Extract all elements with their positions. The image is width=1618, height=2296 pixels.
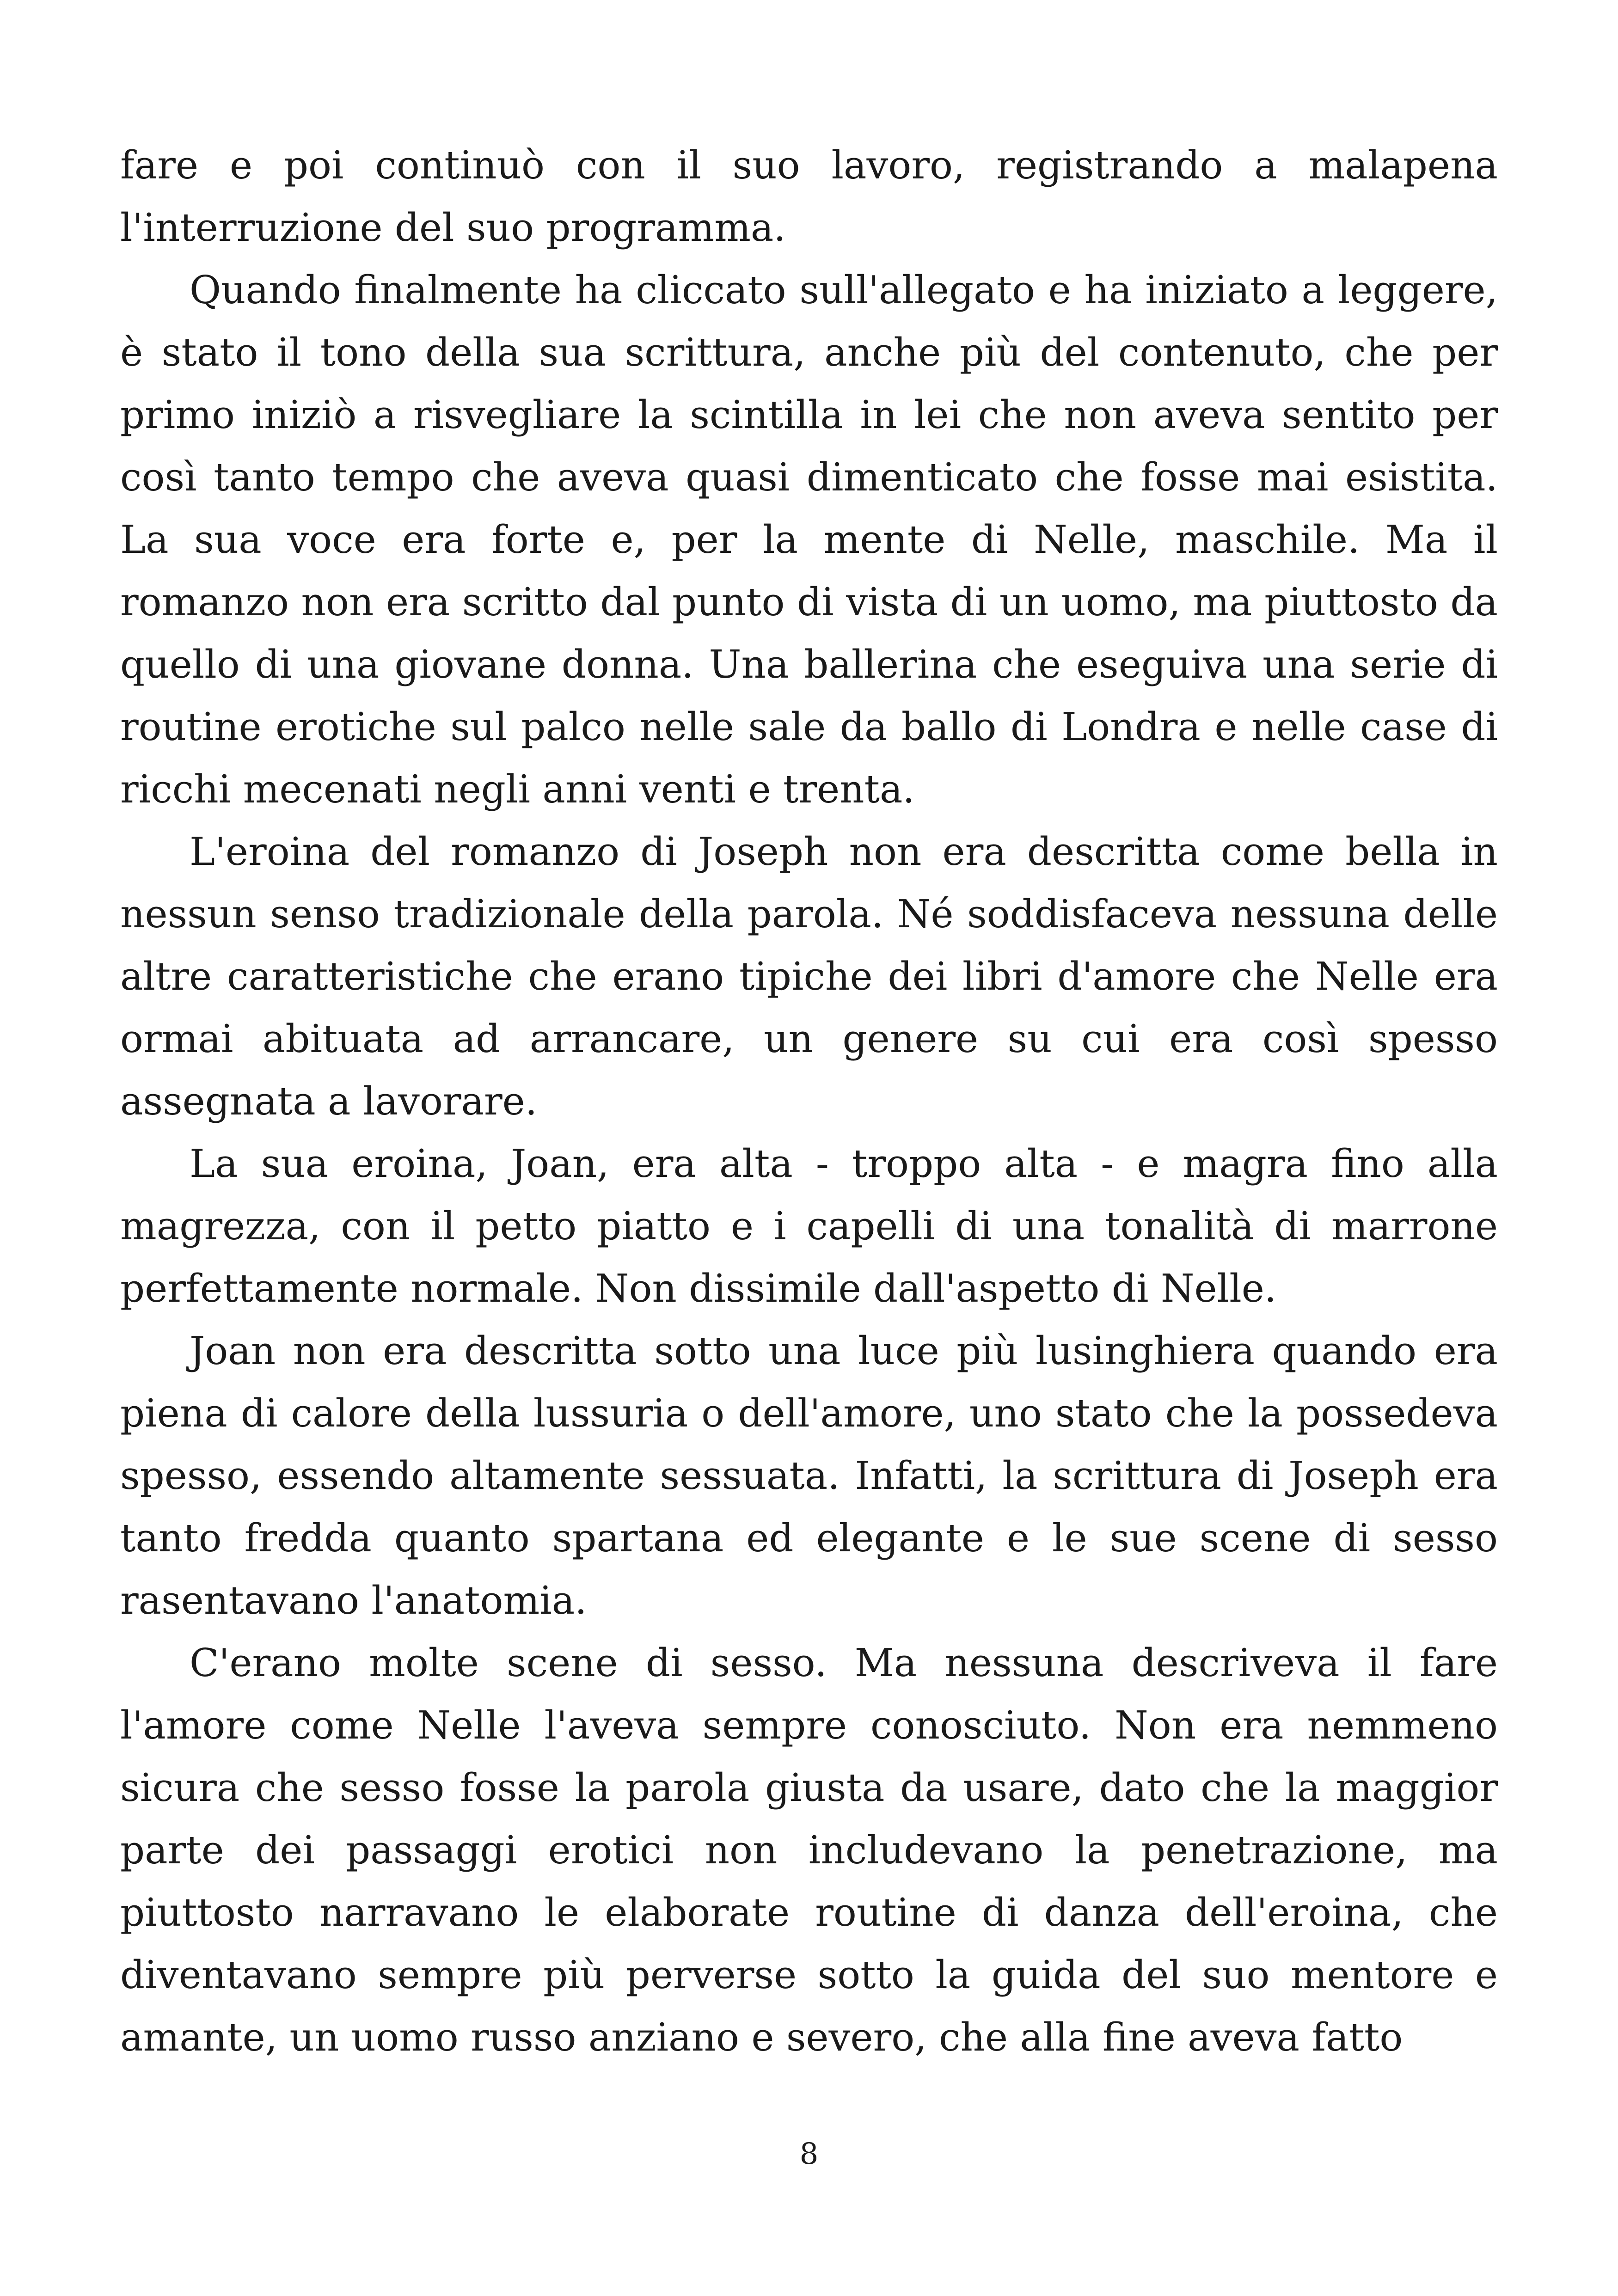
- paragraph-3: L'eroina del romanzo di Joseph non era descritta come bella in nessun senso tradizionale della parola. Né soddisfaceva nessuna delle altre caratteristiche che erano tipiche dei libri d'amore che Nelle era ormai abituata ad arrancare, un genere su cui era così spesso assegnata a lavorare.: [120, 829, 1498, 1124]
- paragraph-2: Quando finalmente ha cliccato sull'allegato e ha iniziato a leggere, è stato il tono della sua scrittura, anche più del contenuto, che per primo iniziò a risvegliare la scintilla in lei che non aveva sentito per così tanto tempo che aveva quasi dimenticato che fosse mai esistita. La sua voce era forte e, per la mente di Nelle, maschile. Ma il romanzo non era scritto dal punto di vista di un uomo, ma piuttosto da quello di una giovane donna. Una ballerina che eseguiva una serie di routine erotiche sul palco nelle sale da ballo di Londra e nelle case di ricchi mecenati negli anni venti e trenta.: [120, 268, 1498, 812]
- paragraph-1: fare e poi continuò con il suo lavoro, registrando a malapena l'interruzione del suo programma.: [120, 143, 1498, 250]
- paragraph-4: La sua eroina, Joan, era alta - troppo alta - e magra fino alla magrezza, con il petto piatto e i capelli di una tonalità di marrone perfettamente normale. Non dissimile dall'aspetto di Nelle.: [120, 1141, 1498, 1311]
- page-number: 8: [799, 2137, 819, 2171]
- page-body: [120, 134, 1498, 2122]
- paragraph-6: C'erano molte scene di sesso. Ma nessuna descriveva il fare l'amore come Nelle l'aveva sempre conosciuto. Non era nemmeno sicura che sesso fosse la parola giusta da usare, dato che la maggior parte dei passaggi erotici non includevano la penetrazione, ma piuttosto narravano le elaborate routine di danza dell'eroina, che diventavano sempre più perverse sotto la guida del suo mentore e amante, un uomo russo anziano e severo, che alla fine aveva fatto: [120, 1641, 1498, 2060]
- paragraph-5: Joan non era descritta sotto una luce più lusinghiera quando era piena di calore della lussuria o dell'amore, uno stato che la possedeva spesso, essendo altamente sessuata. Infatti, la scrittura di Joseph era tanto fredda quanto spartana ed elegante e le sue scene di sesso rasentavano l'anatomia.: [120, 1329, 1498, 1623]
